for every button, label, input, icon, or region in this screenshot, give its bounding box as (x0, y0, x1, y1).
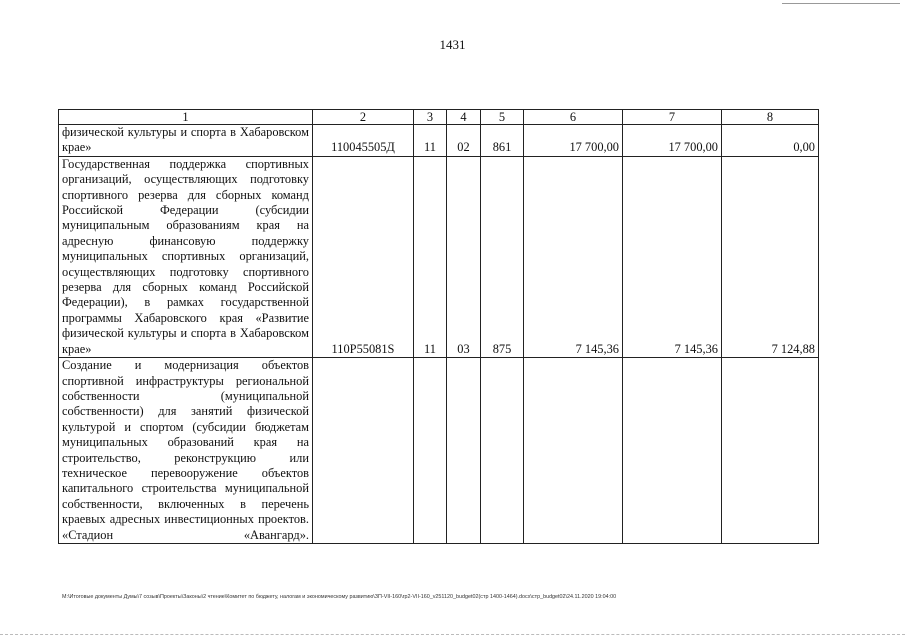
table-row (59, 358, 819, 544)
expense-type-code (481, 358, 524, 544)
column-header: 7 (623, 110, 722, 125)
amount-cell: 7 145,36 (623, 156, 722, 357)
column-header: 1 (59, 110, 313, 125)
amount-cell: 17 700,00 (623, 125, 722, 157)
column-header: 8 (722, 110, 819, 125)
table-row (59, 125, 819, 157)
top-rule (782, 3, 900, 4)
bottom-rule (0, 634, 905, 635)
column-header: 6 (524, 110, 623, 125)
target-article-code: 110045505Д (313, 125, 414, 157)
target-article-code (313, 358, 414, 544)
section-code (414, 358, 447, 544)
budget-table (58, 109, 819, 544)
subsection-code: 03 (447, 156, 481, 357)
subsection-code (447, 358, 481, 544)
amount-cell: 7 145,36 (524, 156, 623, 357)
amount-cell: 0,00 (722, 125, 819, 157)
row-description: Государственная поддержка спортивных организаций, осуществляющих подготовку спортивного резерва для сборных команд Российской Федерации (субсидии муниципальным образованиям края на адресную финансовую поддержку муниципальных спортивных организаций, осуществляющих подготовку спортивного резерва для сборных команд Российской Федерации), в рамках государственной программы Хабаровского края «Развитие физической культуры и спорта в Хабаровском крае» (59, 156, 313, 357)
subsection-code: 02 (447, 125, 481, 157)
section-code: 11 (414, 156, 447, 357)
amount-cell (623, 358, 722, 544)
column-header: 3 (414, 110, 447, 125)
table-row (59, 156, 819, 357)
file-path-footer: M:\Итоговые документы Думы\7 созыв\Проекты\Законы\2 чтение\Комитет по бюджету, налогам и экономическому развитию\ЗП-VII-160\гр2-VII-160_v251120_budget02(стр 1400-1464).docx\стр_budget02\24.11.2020 19:04:00 (62, 594, 617, 600)
row-description: физической культуры и спорта в Хабаровском крае» (59, 125, 313, 157)
target-article-code: 110P55081S (313, 156, 414, 357)
column-header: 5 (481, 110, 524, 125)
amount-cell: 7 124,88 (722, 156, 819, 357)
column-header: 4 (447, 110, 481, 125)
expense-type-code: 861 (481, 125, 524, 157)
table-header-row (59, 110, 819, 125)
amount-cell (524, 358, 623, 544)
section-code: 11 (414, 125, 447, 157)
column-header: 2 (313, 110, 414, 125)
amount-cell (722, 358, 819, 544)
amount-cell: 17 700,00 (524, 125, 623, 157)
page-number: 1431 (439, 37, 466, 52)
expense-type-code: 875 (481, 156, 524, 357)
row-description: Создание и модернизация объектов спортивной инфраструктуры региональной собственности (муниципальной собственности) для занятий физической культурой и спортом (субсидии бюджетам муниципальных образований края на строительство, реконструкцию или техническое перевооружение объектов капитального строительства муниципальной собственности, включенных в перечень краевых адресных инвестиционных проектов. «Стадион «Авангард». (59, 358, 313, 544)
